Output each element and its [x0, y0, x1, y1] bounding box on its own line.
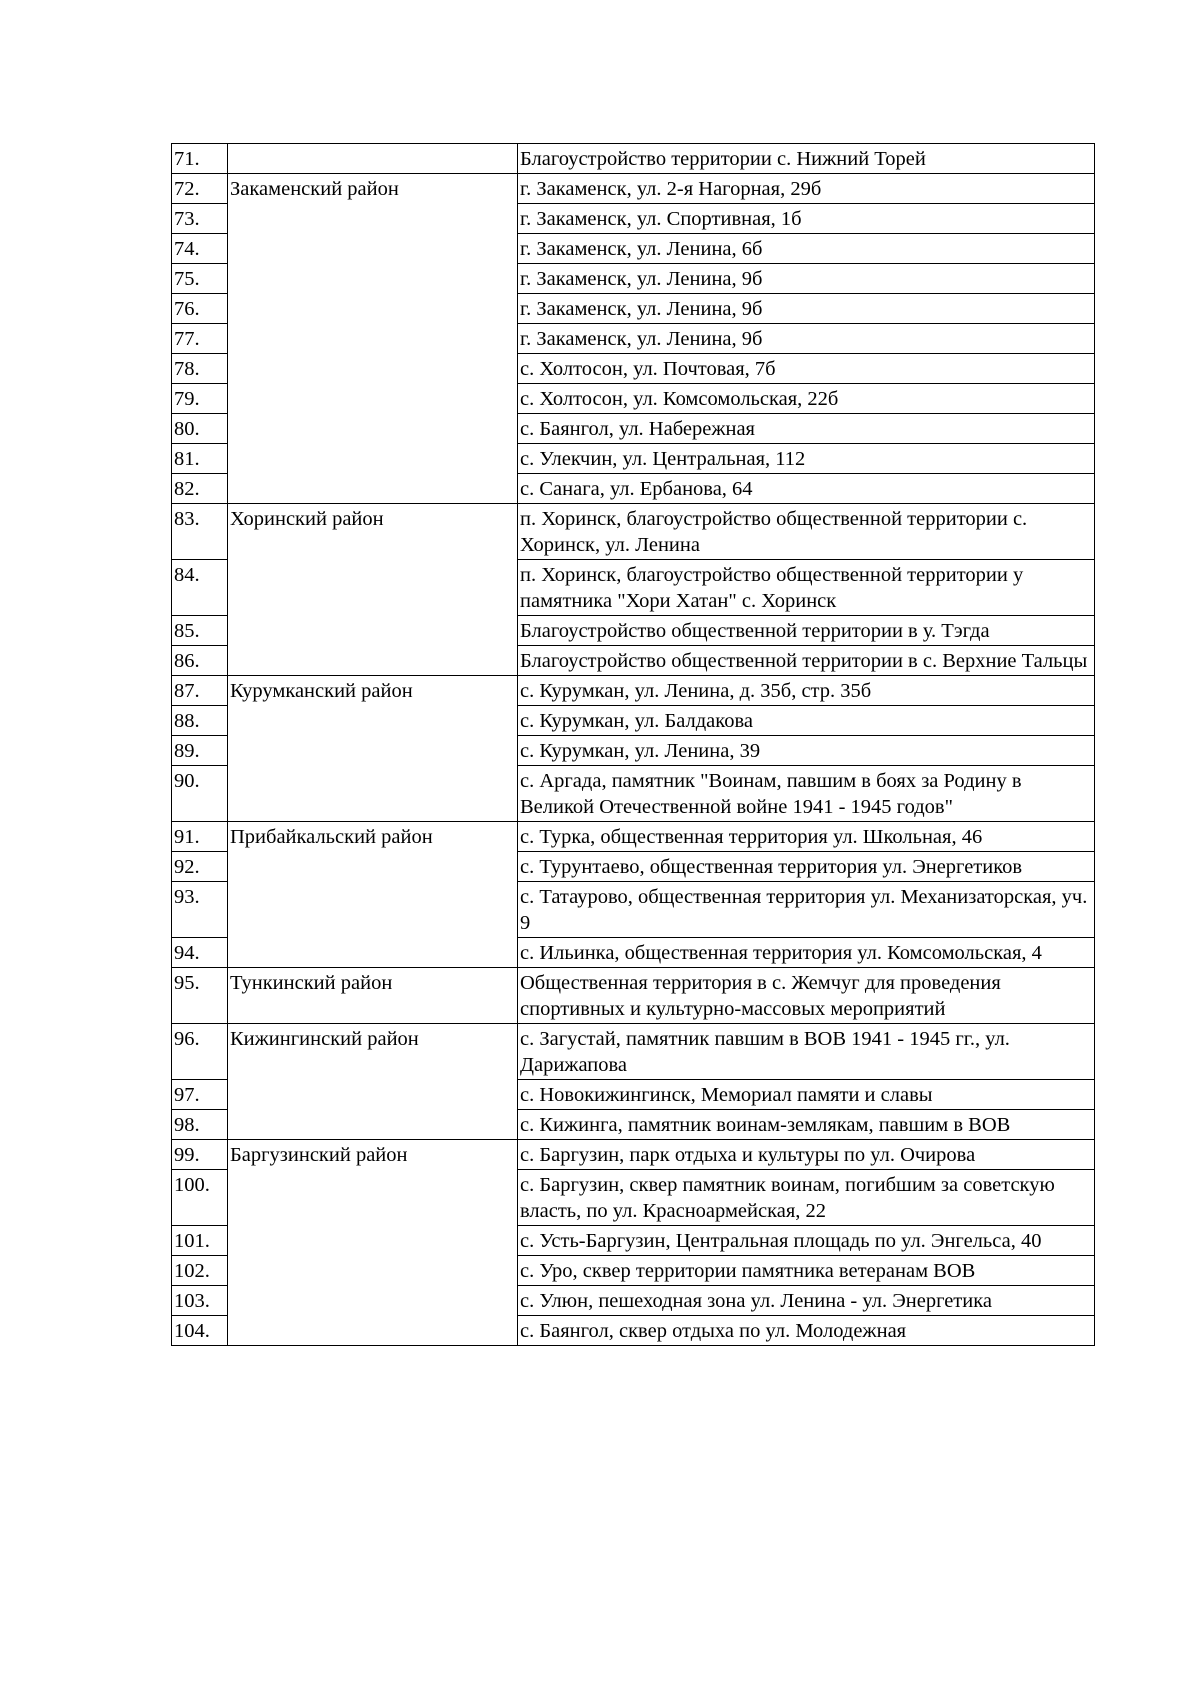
object-cell: Благоустройство общественной территории в с. Верхние Тальцы [518, 646, 1095, 676]
row-number-cell: 96. [172, 1024, 228, 1080]
row-number-cell: 91. [172, 822, 228, 852]
table-row [172, 174, 1095, 204]
row-number-cell: 86. [172, 646, 228, 676]
table-row [172, 676, 1095, 706]
object-cell: с. Санага, ул. Ербанова, 64 [518, 474, 1095, 504]
row-number-cell: 85. [172, 616, 228, 646]
object-cell: с. Курумкан, ул. Балдакова [518, 706, 1095, 736]
object-cell: п. Хоринск, благоустройство общественной территории с. Хоринск, ул. Ленина [518, 504, 1095, 560]
district-cell: Прибайкальский район [228, 822, 518, 968]
row-number-cell: 89. [172, 736, 228, 766]
row-number-cell: 104. [172, 1316, 228, 1346]
object-cell: п. Хоринск, благоустройство общественной территории у памятника "Хори Хатан" с. Хоринск [518, 560, 1095, 616]
object-cell: Благоустройство территории с. Нижний Торей [518, 144, 1095, 174]
row-number-cell: 76. [172, 294, 228, 324]
row-number-cell: 99. [172, 1140, 228, 1170]
row-number-cell: 82. [172, 474, 228, 504]
row-number-cell: 87. [172, 676, 228, 706]
row-number-cell: 94. [172, 938, 228, 968]
object-cell: с. Аргада, памятник "Воинам, павшим в боях за Родину в Великой Отечественной войне 1941 - 1945 годов" [518, 766, 1095, 822]
object-cell: с. Баргузин, парк отдыха и культуры по ул. Очирова [518, 1140, 1095, 1170]
object-cell: с. Баянгол, сквер отдыха по ул. Молодежная [518, 1316, 1095, 1346]
row-number-cell: 90. [172, 766, 228, 822]
district-cell: Тункинский район [228, 968, 518, 1024]
table-row [172, 1024, 1095, 1080]
object-cell: с. Ильинка, общественная территория ул. Комсомольская, 4 [518, 938, 1095, 968]
row-number-cell: 75. [172, 264, 228, 294]
objects-table [171, 143, 1095, 1346]
object-cell: с. Усть-Баргузин, Центральная площадь по ул. Энгельса, 40 [518, 1226, 1095, 1256]
row-number-cell: 78. [172, 354, 228, 384]
row-number-cell: 98. [172, 1110, 228, 1140]
object-cell: г. Закаменск, ул. Ленина, 9б [518, 294, 1095, 324]
object-cell: с. Турунтаево, общественная территория ул. Энергетиков [518, 852, 1095, 882]
row-number-cell: 103. [172, 1286, 228, 1316]
row-number-cell: 100. [172, 1170, 228, 1226]
row-number-cell: 72. [172, 174, 228, 204]
object-cell: с. Улюн, пешеходная зона ул. Ленина - ул. Энергетика [518, 1286, 1095, 1316]
table-body [172, 144, 1095, 1346]
district-cell [228, 144, 518, 174]
object-cell: с. Уро, сквер территории памятника ветеранам ВОВ [518, 1256, 1095, 1286]
row-number-cell: 81. [172, 444, 228, 474]
row-number-cell: 83. [172, 504, 228, 560]
object-cell: с. Турка, общественная территория ул. Школьная, 46 [518, 822, 1095, 852]
district-cell: Баргузинский район [228, 1140, 518, 1346]
district-cell: Закаменский район [228, 174, 518, 504]
table-row [172, 1140, 1095, 1170]
object-cell: с. Улекчин, ул. Центральная, 112 [518, 444, 1095, 474]
row-number-cell: 92. [172, 852, 228, 882]
row-number-cell: 79. [172, 384, 228, 414]
row-number-cell: 101. [172, 1226, 228, 1256]
object-cell: с. Новокижингинск, Мемориал памяти и славы [518, 1080, 1095, 1110]
object-cell: с. Баргузин, сквер памятник воинам, погибшим за советскую власть, по ул. Красноармейская, 22 [518, 1170, 1095, 1226]
object-cell: г. Закаменск, ул. 2-я Нагорная, 29б [518, 174, 1095, 204]
object-cell: с. Холтосон, ул. Почтовая, 7б [518, 354, 1095, 384]
row-number-cell: 88. [172, 706, 228, 736]
object-cell: с. Кижинга, памятник воинам-землякам, павшим в ВОВ [518, 1110, 1095, 1140]
object-cell: с. Татаурово, общественная территория ул. Механизаторская, уч. 9 [518, 882, 1095, 938]
row-number-cell: 102. [172, 1256, 228, 1286]
object-cell: с. Холтосон, ул. Комсомольская, 22б [518, 384, 1095, 414]
object-cell: г. Закаменск, ул. Ленина, 6б [518, 234, 1095, 264]
row-number-cell: 74. [172, 234, 228, 264]
row-number-cell: 97. [172, 1080, 228, 1110]
object-cell: с. Загустай, памятник павшим в ВОВ 1941 - 1945 гг., ул. Дарижапова [518, 1024, 1095, 1080]
row-number-cell: 93. [172, 882, 228, 938]
row-number-cell: 80. [172, 414, 228, 444]
table-row [172, 968, 1095, 1024]
row-number-cell: 95. [172, 968, 228, 1024]
object-cell: с. Курумкан, ул. Ленина, 39 [518, 736, 1095, 766]
table-row [172, 822, 1095, 852]
row-number-cell: 77. [172, 324, 228, 354]
district-cell: Хоринский район [228, 504, 518, 676]
object-cell: г. Закаменск, ул. Спортивная, 1б [518, 204, 1095, 234]
row-number-cell: 84. [172, 560, 228, 616]
object-cell: с. Курумкан, ул. Ленина, д. 35б, стр. 35б [518, 676, 1095, 706]
district-cell: Курумканский район [228, 676, 518, 822]
table-row [172, 504, 1095, 560]
table-row [172, 144, 1095, 174]
object-cell: г. Закаменск, ул. Ленина, 9б [518, 264, 1095, 294]
district-cell: Кижингинский район [228, 1024, 518, 1140]
object-cell: с. Баянгол, ул. Набережная [518, 414, 1095, 444]
object-cell: Общественная территория в с. Жемчуг для проведения спортивных и культурно-массовых мероприятий [518, 968, 1095, 1024]
row-number-cell: 73. [172, 204, 228, 234]
object-cell: Благоустройство общественной территории в у. Тэгда [518, 616, 1095, 646]
object-cell: г. Закаменск, ул. Ленина, 9б [518, 324, 1095, 354]
row-number-cell: 71. [172, 144, 228, 174]
